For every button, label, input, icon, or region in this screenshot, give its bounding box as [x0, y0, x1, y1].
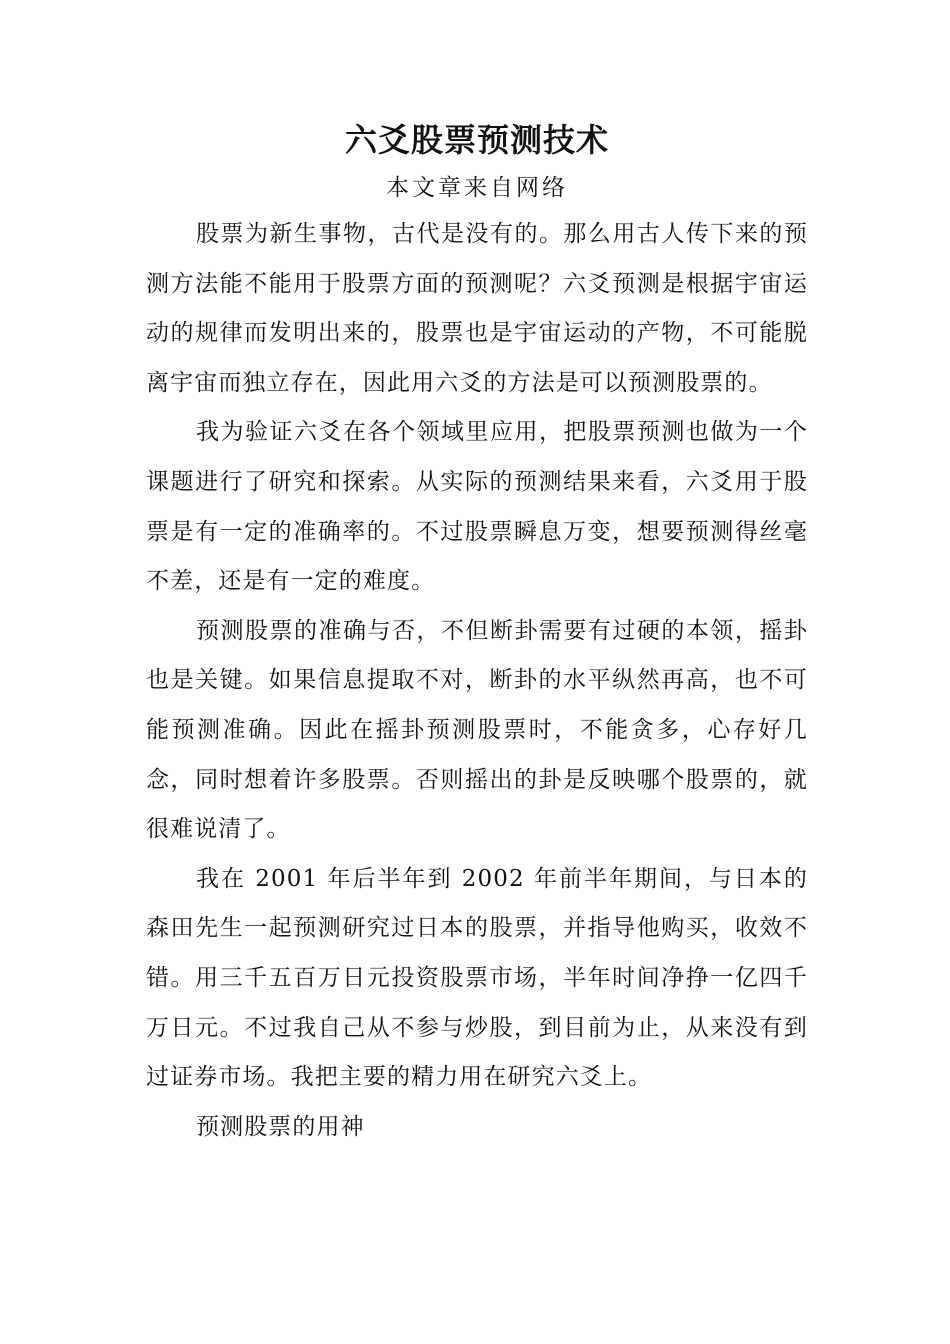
paragraph-4: 我在 2001 年后半年到 2002 年前半年期间，与日本的森田先生一起预测研究过日本的股票，并指导他购买，收效不错。用三千五百万日元投资股票市场，半年时间净挣一亿四千万日元。不过我自己从不参与炒股，到目前为止，从来没有到过证券市场。我把主要的精力用在研究六爻上。: [146, 865, 808, 1091]
paragraph-1: 股票为新生事物，古代是没有的。那么用古人传下来的预测方法能不能用于股票方面的预测呢？六爻预测是根据宇宙运动的规律而发明出来的，股票也是宇宙运动的产物，不可能脱离宇宙而独立存在，因此用六爻的方法是可以预测股票的。: [146, 221, 808, 396]
document-subtitle: 本文章来自网络: [386, 175, 568, 201]
document-body: [146, 114, 808, 1152]
document-title: 六爻股票预测技术: [344, 121, 609, 159]
section-heading: 预测股票的用神: [196, 1113, 365, 1140]
paragraph-3: 预测股票的准确与否，不但断卦需要有过硬的本领，摇卦也是关键。如果信息提取不对，断卦的水平纵然再高，也不可能预测准确。因此在摇卦预测股票时，不能贪多，心存好几念，同时想着许多股票。否则摇出的卦是反映哪个股票的，就很难说清了。: [146, 617, 808, 843]
paragraph-2: 我为验证六爻在各个领域里应用，把股票预测也做为一个课题进行了研究和探索。从实际的预测结果来看，六爻用于股票是有一定的准确率的。不过股票瞬息万变，想要预测得丝毫不差，还是有一定的难度。: [146, 419, 808, 595]
